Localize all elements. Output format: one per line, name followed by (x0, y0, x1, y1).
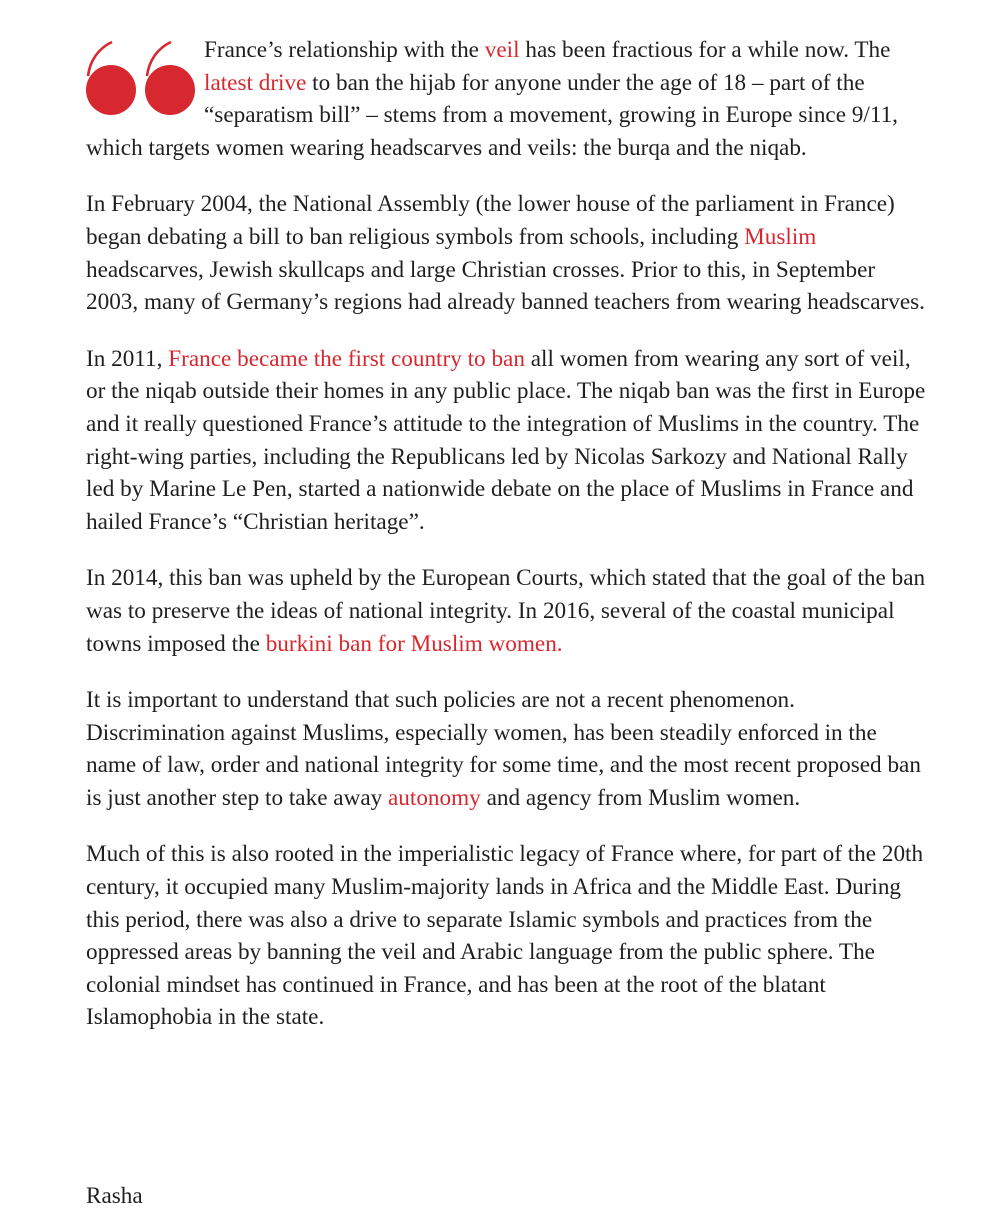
article-body (86, 34, 926, 1058)
paragraph (86, 188, 926, 318)
paragraph (86, 562, 926, 660)
paragraph-text: In 2014, this ban was upheld by the European Courts, which stated that the goal of the ban was to preserve the ideas of national integrity. In 2016, several of the coastal municipal towns imposed the (86, 565, 926, 657)
cutoff-text: Rasha (86, 1183, 143, 1209)
paragraph-text: has been fractious for a while now. The (519, 37, 891, 63)
paragraph-text: Much of this is also rooted in the imperialistic legacy of France where, for part of the 20th century, it occupied many Muslim-majority lands in Africa and the Middle East. During this period, there was also a drive to separate Islamic symbols and practices from the oppressed areas by banning the veil and Arabic language from the public sphere. The colonial mindset has continued in France, and has been at the root of the blatant Islamophobia in the state. (86, 841, 924, 1031)
paragraph (86, 684, 926, 814)
inline-link[interactable]: latest drive (204, 69, 307, 96)
paragraph-text: It is important to understand that such policies are not a recent phenomenon. Discrimination against Muslims, especially women, has been steadily enforced in the name of law, order and national integrity for some time, and the most recent proposed ban is just another step to take away (86, 687, 921, 811)
paragraph-text: In 2011, (86, 345, 169, 372)
paragraph-text: In February 2004, the National Assembly (the lower house of the parliament in France) began debating a bill to ban religious symbols from schools, including (86, 191, 895, 250)
inline-link[interactable]: Muslim (744, 223, 817, 250)
paragraph-text: and agency from Muslim women. (480, 784, 801, 811)
paragraph (86, 34, 926, 164)
paragraph-text: France’s relationship with the (204, 37, 485, 63)
inline-link[interactable]: France became the first country to ban (168, 345, 525, 372)
quotation-mark-icon (84, 40, 198, 118)
paragraph (86, 343, 926, 539)
inline-link[interactable]: veil (484, 37, 520, 63)
article-paragraphs (86, 34, 926, 1034)
paragraph-text: headscarves, Jewish skullcaps and large Christian crosses. Prior to this, in September 2003, many of Germany’s regions had already banned teachers from wearing headscarves. (86, 256, 925, 316)
inline-link[interactable]: autonomy (388, 784, 481, 811)
paragraph (86, 838, 926, 1034)
inline-link[interactable]: burkini ban for Muslim women. (265, 630, 563, 657)
paragraph-text: all women from wearing any sort of veil, or the niqab outside their homes in any public place. The niqab ban was the first in Europe and it really questioned France’s attitude to the integration of Muslims in the country. The right-wing parties, including the Republicans led by Nicolas Sarkozy and National Rally led by Marine Le Pen, started a nationwide debate on the place of Muslims in France and hailed France’s “Christian heritage”. (86, 345, 926, 535)
paragraph-text: to ban the hijab for anyone under the age of 18 – part of the “separatism bill” – stems from a movement, growing in Europe since 9/11, which targets women wearing headscarves and veils: the burqa and the niqab. (86, 69, 898, 161)
